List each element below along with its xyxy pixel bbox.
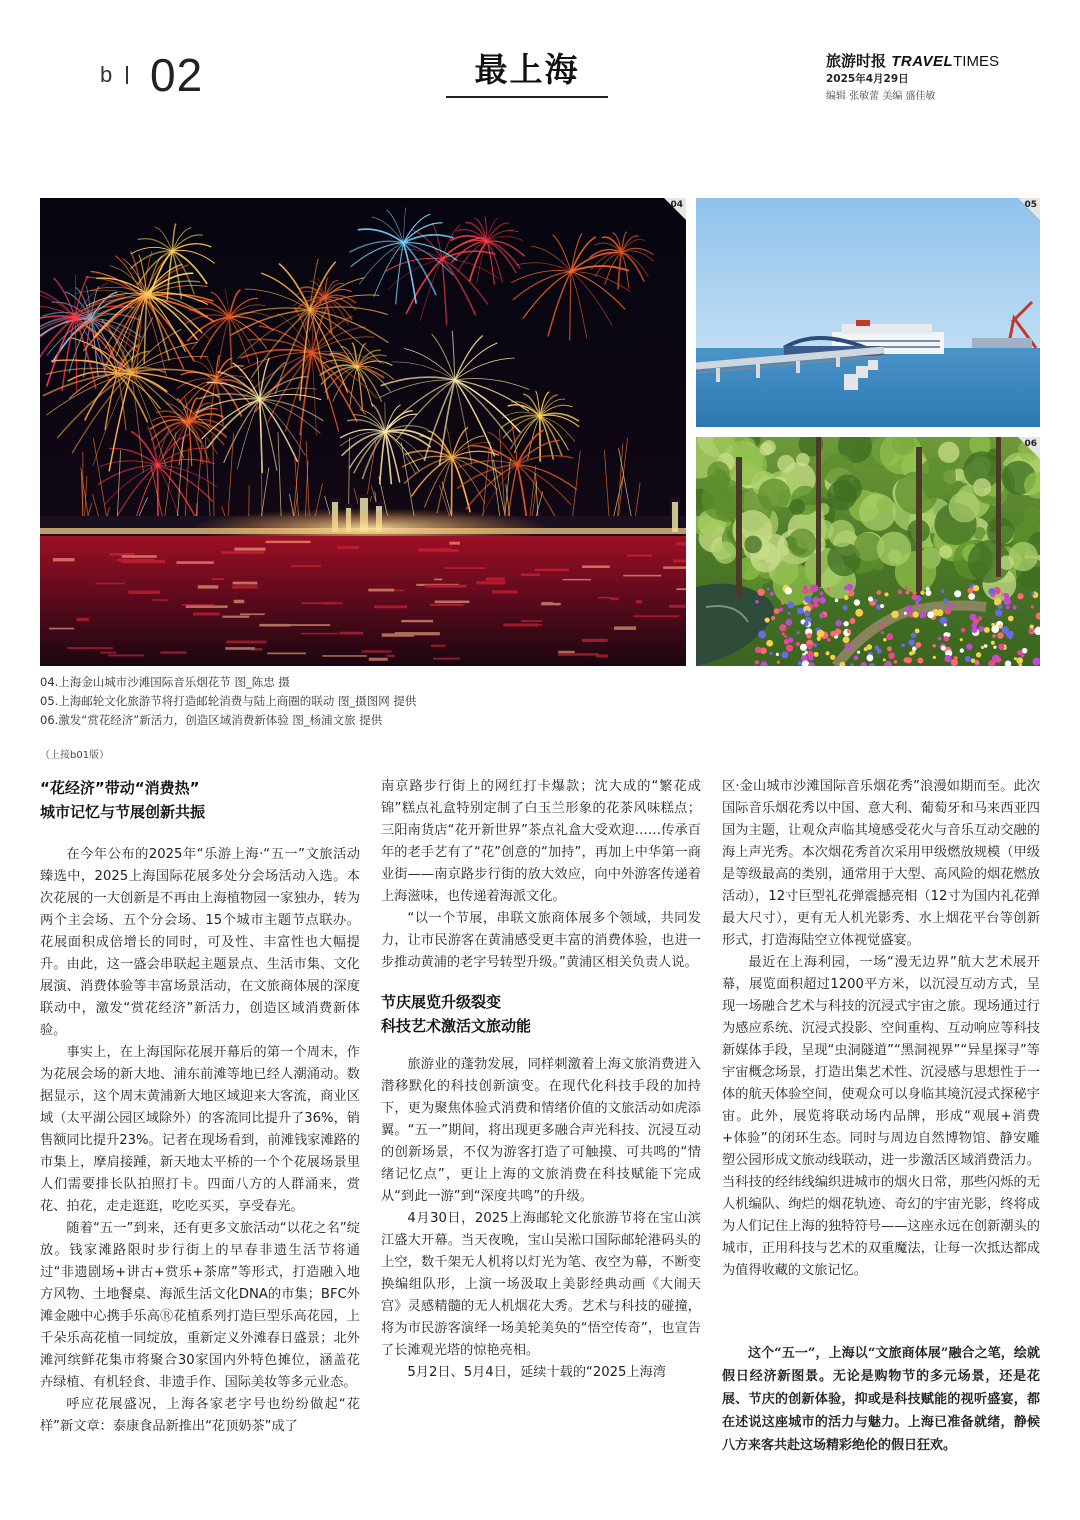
paragraph: 区·金山城市沙滩国际音乐烟花秀”浪漫如期而至。此次国际音乐烟花秀以中国、意大利、葡萄牙和马来西亚四国为主题，让观众声临其境感受花火与音乐互动交融的海上声光秀。本次烟花秀首次采用甲级燃放规模（甲级是等级最高的类别，通常用于大型、高风险的烟花燃放活动），12寸巨型礼花弹震撼亮相（12寸为国内礼花弹最大尺寸），更有无人机光影秀、水上烟花平台等创新形式，打造海陆空立体视觉盛宴。 (722, 779, 1040, 948)
paragraph: 呼应花展盛况，上海各家老字号也纷纷做起“花样”新文章：泰康食品新推出“花顶奶茶”成了 (40, 1397, 360, 1434)
paper-name-cn: 旅游时报 (826, 52, 887, 70)
closing-paragraph: 这个“五一”，上海以“文旅商体展”融合之笔，绘就假日经济新图景。无论是购物节的多元场景，还是花展、节庆的创新体验，抑或是科技赋能的视听盛宴，都在述说这座城市的活力与魅力。上海已准备就绪，静候八方来客共赴这场精彩绝伦的假日狂欢。 (722, 1346, 1040, 1453)
headline-1-line-1: “花经济”带动“消费热” (40, 779, 200, 797)
paragraph: 5月2日、5月4日，延续十载的“2025上海湾 (407, 1365, 666, 1380)
page-number: 02 (150, 49, 204, 101)
paragraph: 最近在上海利园，一场“漫无边界”航大艺术展开幕，展览面积超过1200平方米，以沉浸互动方式，呈现一场融合艺术与科技的沉浸式宇宙之旅。现场通过行为感应系统、沉浸式投影、空间重构、互动响应等科技新媒体手段，呈现“虫洞隧道”“黑洞视界”“异星探寻”等宇宙概念场景，打造出集艺术性、沉浸感与思想性于一体的航天体验空间，使观众可以身临其境沉浸式探秘宇宙。此外，展览将联动场内品牌，形成“观展+消费+体验”的闭环生态。同时与周边自然博物馆、静安雕塑公园形成文旅动线联动，进一步激活区域消费活力。当科技的经纬线编织进城市的烟火日常，那些闪烁的无人机编队、绚烂的烟花轨迹、奇幻的宇宙光影，终将成为人们记住上海的独特符号——这座永远在创新潮头的城市，正用科技与艺术的双重魔法，让每一次抵达都成为值得收藏的文旅记忆。 (722, 955, 1040, 1278)
article-column-1 (40, 776, 360, 1438)
paragraph: 4月30日，2025上海邮轮文化旅游节将在宝山滨江盛大开幕。当天夜晚，宝山吴淞口国际邮轮港码头的上空，数千架无人机将以灯光为笔、夜空为幕，不断变换编组队形，上演一场汲取上美影经典动画《大闹天宫》灵感精髓的无人机烟花大秀。艺术与科技的碰撞，将为市民游客演绎一场美轮美奂的“悟空传奇”，也宣告了长滩观光塔的惊艳亮相。 (381, 1211, 701, 1358)
paragraph: 旅游业的蓬勃发展，同样刺激着上海文旅消费进入潜移默化的科技创新演变。在现代化科技手段的加持下，更为聚焦体验式消费和情绪价值的文旅活动如虎添翼。“五一”期间，将出现更多融合声光科技、沉浸互动的创新场景，不仅为游客打造了可触摸、可共鸣的“情绪记忆点”，更让上海的文旅消费在科技赋能下完成从“到此一游”到“深度共鸣”的升级。 (381, 1057, 701, 1204)
photo-caption-04: 04.上海金山城市沙滩国际音乐烟花节 图_陈忠 摄 (40, 675, 290, 689)
paragraph: 在今年公布的2025年“乐游上海·“五一”文旅活动臻选中，2025上海国际花展多处分会场活动入选。本次花展的一大创新是不再由上海植物园一家独办，转为两个主会场、五个分会场、15个城市主题节点联办。花展面积成倍增长的同时，可及性、丰富性也大幅提升。由此，这一盛会串联起主题景点、生活市集、文化展演、消费体验等丰富场景活动，在文旅商体展的深度联动中，激发“赏花经济”新活力，创造区域消费新体验。 (40, 847, 360, 1038)
headline-1 (40, 776, 360, 824)
photo-number-04: 04 (670, 200, 683, 210)
paper-name-en: TRAVEL (891, 53, 954, 70)
photo-caption-06: 06.激发“赏花经济”新活力，创造区域消费新体验 图_杨浦文旅 提供 (40, 713, 383, 727)
paragraph: “以一个节展，串联文旅商体展多个领域，共同发力，让市民游客在黄浦感受更丰富的消费体验，也进一步推动黄浦的老字号转型升级。”黄浦区相关负责人说。 (381, 911, 701, 970)
headline-2-line-2: 科技艺术激活文旅动能 (381, 1017, 532, 1035)
section-letter: b (100, 62, 113, 87)
paper-name (826, 50, 999, 71)
issue-date: 2025年4月29日 (826, 73, 909, 85)
article-column-2 (381, 776, 701, 1384)
continued-note: （上接b01版） (40, 750, 110, 761)
photo-caption-05: 05.上海邮轮文化旅游节将打造邮轮消费与陆上商圈的联动 图_摄图网 提供 (40, 694, 417, 708)
article-column-3 (722, 776, 1040, 1282)
photo-number-05: 05 (1024, 200, 1037, 210)
photo-fireworks (40, 198, 686, 666)
header-divider (126, 66, 128, 84)
paragraph: 事实上，在上海国际花展开幕后的第一个周末，作为花展会场的新大地、浦东前滩等地已经人潮涌动。数据显示，这个周末黄浦新大地区域迎来大客流，商业区域（太平湖公园区域除外）的客流同比提升了36%，销售额同比提升23%。记者在现场看到，前滩钱家滩路的市集上，摩肩接踵，新天地太平桥的一个个花展场景里人们需要排长队拍照打卡。四面八方的人群涌来，赏花、拍花，走走逛逛，吃吃买买，享受春光。 (40, 1045, 360, 1214)
paper-name-en2: TIMES (953, 53, 999, 70)
headline-2 (381, 990, 701, 1038)
section-title-rule (446, 96, 608, 98)
photo-cruise-terminal (696, 198, 1040, 427)
paragraph: 南京路步行街上的网红打卡爆款；沈大成的“繁花成锦”糕点礼盒特别定制了白玉兰形象的花茶风味糕点；三阳南货店“花开新世界”茶点礼盒大受欢迎……传承百年的老手艺有了“花”创意的“加持”，再加上中华第一商业街——南京路步行街的放大效应，向中外游客传递着上海滋味，也传递着海派文化。 (381, 779, 701, 904)
photo-flower-garden (696, 437, 1040, 666)
section-title: 最上海 (474, 50, 580, 89)
headline-2-line-1: 节庆展览升级裂变 (381, 993, 502, 1011)
headline-1-line-2: 城市记忆与节展创新共振 (40, 803, 206, 821)
paragraph: 随着“五一”到来，还有更多文旅活动“以花之名”绽放。钱家滩路限时步行街上的早春非遗生活节将通过“非遗剧场+讲古+赏乐+茶席”等形式，打造融入地方风物、土地餐桌、海派生活文化DNA的市集；BFC外滩金融中心携手乐高Ⓡ花植系列打造巨型乐高花园，上千朵乐高花植一同绽放，重新定义外滩春日盛景；北外滩河缤鲜花集市将聚合30家国内外特色摊位，涵盖花卉绿植、有机轻食、非遗手作、国际美妆等多元业态。 (40, 1221, 360, 1390)
photo-number-06: 06 (1024, 439, 1037, 449)
editor-credit: 编辑 张敏蕾 美编 盛佳敏 (826, 91, 936, 102)
